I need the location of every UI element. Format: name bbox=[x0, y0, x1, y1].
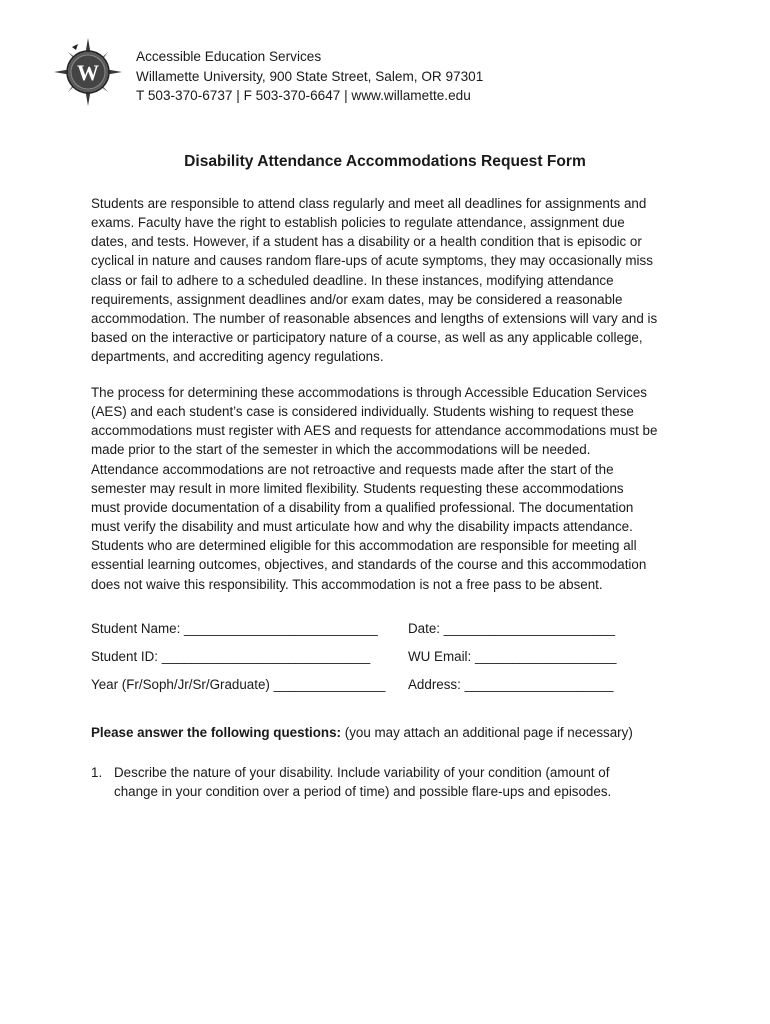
paragraph-line: Students are responsible to attend class regularly and meet all deadlines for assignments and bbox=[91, 196, 647, 211]
paragraph-line: exams. Faculty have the right to establish policies to regulate attendance, assignment due bbox=[91, 215, 625, 231]
paragraph-line: class or fail to adhere to a scheduled deadline. In these instances, modifying attendance bbox=[91, 272, 614, 288]
paragraph-line: does not waive this responsibility. This accommodation is not a free pass to be absent. bbox=[91, 576, 603, 592]
paragraph-line: accommodations must register with AES and requests for attendance accommodations must be bbox=[91, 423, 658, 439]
paragraph-line: accommodation. The number of reasonable absences and lengths of extensions will vary and is bbox=[91, 310, 658, 326]
address-field[interactable]: Address: ____________________ bbox=[408, 677, 614, 692]
wu-email-field[interactable]: WU Email: ___________________ bbox=[408, 649, 617, 664]
form-title: Disability Attendance Accommodations Request Form bbox=[184, 153, 586, 170]
paragraph-line: Students who are determined eligible for this accommodation are responsible for meeting all bbox=[91, 538, 637, 554]
org-name: Accessible Education Services bbox=[136, 49, 322, 64]
paragraph-line: requirements, assignment deadlines and/or exam dates, may be considered a reasonable bbox=[91, 291, 623, 307]
student-id-field[interactable]: Student ID: ____________________________ bbox=[91, 649, 371, 664]
paragraph-line: made prior to the start of the semester in which the accommodations will be needed. bbox=[91, 442, 591, 458]
questions-heading-note: (you may attach an additional page if necessary) bbox=[341, 725, 633, 740]
org-address: Willamette University, 900 State Street, Salem, OR 97301 bbox=[136, 68, 484, 84]
process-paragraph bbox=[91, 383, 686, 594]
paragraph-line: departments, and accrediting agency regulations. bbox=[91, 349, 384, 365]
questions-heading-bold: Please answer the following questions: bbox=[91, 725, 342, 740]
org-contact: T 503-370-6737 | F 503-370-6647 | www.willamette.edu bbox=[136, 88, 471, 103]
paragraph-line: The process for determining these accommodations is through Accessible Education Services bbox=[91, 385, 647, 400]
intro-paragraph bbox=[91, 194, 686, 366]
paragraph-line: Attendance accommodations are not retroactive and requests made after the start of the bbox=[91, 461, 614, 477]
questions-heading bbox=[91, 725, 633, 740]
paragraph-line: dates, and tests. However, if a student has a disability or a health condition that is episodic or bbox=[91, 234, 642, 250]
question-text-line: change in your condition over a period of time) and possible flare-ups and episodes. bbox=[114, 784, 612, 800]
paragraph-line: must provide documentation of a disability from a qualified professional. The documentation bbox=[91, 499, 634, 515]
paragraph-line: must verify the disability and must articulate how and why the disability impacts attendance. bbox=[91, 519, 633, 535]
question-number: 1. bbox=[91, 765, 103, 780]
paragraph-line: based on the interactive or participatory nature of a course, as well as any applicable college, bbox=[91, 330, 643, 346]
letterhead bbox=[136, 47, 483, 106]
student-info-fields bbox=[91, 621, 691, 705]
year-field[interactable]: Year (Fr/Soph/Jr/Sr/Graduate) _______________ bbox=[91, 677, 386, 692]
paragraph-line: semester may result in more limited flexibility. Students requesting these accommodations bbox=[91, 480, 624, 496]
question-text-line: Describe the nature of your disability. Include variability of your condition (amount of bbox=[114, 765, 610, 780]
date-field[interactable]: Date: _______________________ bbox=[408, 621, 616, 636]
student-name-field[interactable]: Student Name: __________________________ bbox=[91, 621, 378, 636]
compass-logo-icon bbox=[54, 38, 122, 106]
paragraph-line: cyclical in nature and causes random flare-ups of acute symptoms, they may occasionally miss bbox=[91, 253, 653, 269]
paragraph-line: essential learning outcomes, objectives, and standards of the course and this accommodation bbox=[91, 557, 647, 573]
logo-letter: W bbox=[77, 60, 99, 85]
paragraph-line: (AES) and each student’s case is considered individually. Students wishing to request these bbox=[91, 404, 634, 420]
